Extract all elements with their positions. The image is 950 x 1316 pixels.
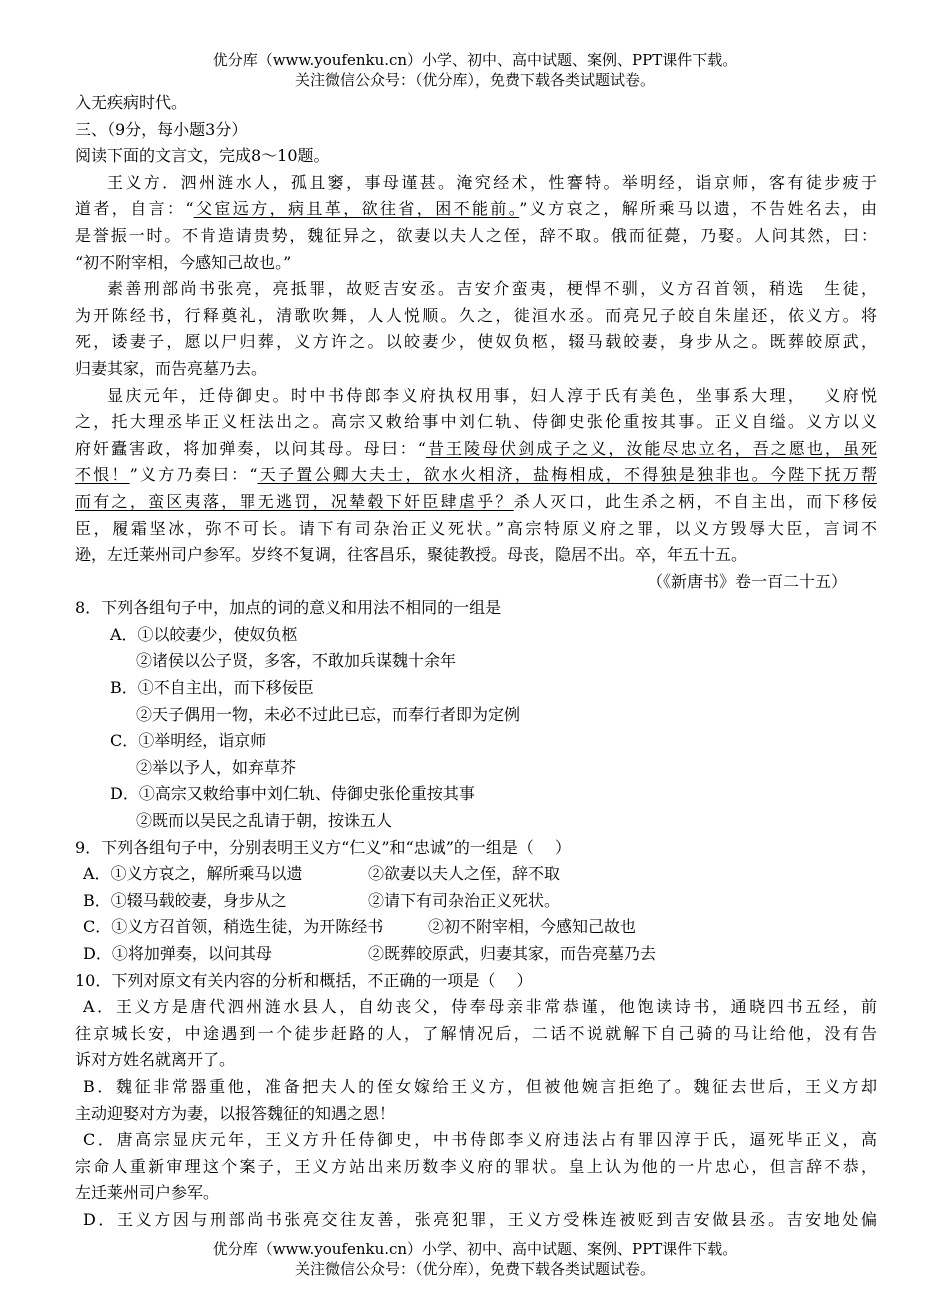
footer-line-1: 优分库（www.youfenku.cn）小学、初中、高中试题、案例、PPT课件下载。: [212, 1240, 738, 1258]
passage-line: 道者，自言：“父宦远方，病且革，欲往省，困不能前。”义方哀之，解所乘马以遗，不告姓名去，由: [75, 199, 877, 219]
passage-line: 为开陈经书，行释奠礼，清歌吹舞，人人悦顺。久之，徙洹水丞。而亮兄子皎自朱崖还，依义方。将: [75, 305, 877, 325]
passage: [75, 170, 877, 596]
option-a-1: A．①以皎妻少，使奴负柩: [110, 624, 298, 644]
question-stem: 9．下列各组句子中，分别表明王义方“仁义”和“忠诚”的一组是（ ）: [75, 837, 571, 857]
option-c: C．①义方召首领，稍选生徒，为开陈经书 ②初不附宰相，今感知己故也: [83, 917, 637, 937]
header-line-2: 关注微信公众号：（优分库），免费下载各类试题试卷。: [294, 71, 655, 89]
source-citation: （《新唐书》卷一百二十五）: [646, 571, 847, 591]
option-c-line: 宗命人重新审理这个案子，王义方站出来历数李义府的罪状。皇上认为他的一片忠心，但言辞不恭，: [75, 1156, 877, 1176]
option-c-2: ②举以予人，如弃草芥: [136, 757, 297, 777]
passage-line: 而有之，蛮区夷落，罪无逃罚，况辇毂下奸臣肆虐乎？杀人灭口，此生杀之柄，不自主出，而下移佞: [75, 491, 877, 511]
footer-line-2: 关注微信公众号：（优分库），免费下载各类试题试卷。: [294, 1260, 655, 1278]
passage-line: 王义方．泗州涟水人，孤且窭，事母谨甚。淹究经术，性謇特。举明经，诣京师，客有徒步疲于: [107, 172, 877, 192]
option-b-2: ②天子偶用一物，未必不过此已忘，而奉行者即为定例: [136, 704, 521, 724]
header-line-1: 优分库（www.youfenku.cn）小学、初中、高中试题、案例、PPT课件下载。: [212, 51, 738, 69]
page-header: [0, 50, 950, 90]
passage-line: “初不附宰相，今感知己故也。”: [75, 252, 292, 272]
question-10: [75, 968, 877, 1234]
question-8: [75, 595, 877, 834]
passage-line: 素善刑部尚书张亮，亮抵罪，故贬吉安丞。吉安介蛮夷，梗悍不驯，义方召首领，稍选 生徒，: [107, 279, 877, 299]
underlined-sentence: 父宦远方，病且革，欲往省，困不能前。: [193, 199, 520, 219]
question-stem: 8．下列各组句子中，加点的词的意义和用法不相同的一组是: [75, 598, 502, 618]
option-d-2: ②既而以吴民之乱请于朝，按诛五人: [136, 811, 393, 831]
section-heading: 三、（9分，每小题3分）: [75, 119, 248, 139]
option-d: D．①将加弹奏，以问其母 ②既葬皎原武，归妻其家，而告亮墓乃去: [83, 944, 657, 963]
option-a-line: A．王义方是唐代泗州涟水县人，自幼丧父，侍奉母亲非常恭谨，他饱读诗书，通晓四书五经，前: [83, 997, 877, 1017]
question-stem: 10．下列对原文有关内容的分析和概括，不正确的一项是（ ）: [75, 970, 533, 990]
passage-line: 是誉振一时。不肯造请贵势，魏征异之，欲妻以夫人之侄，辞不取。俄而征薨，乃娶。人问其然，曰：: [75, 225, 877, 245]
option-b-line: B．魏征非常器重他，准备把夫人的侄女嫁给王义方，但被他婉言拒绝了。魏征去世后，王义方却: [83, 1076, 877, 1096]
option-b-line: 主动迎娶对方为妻，以报答魏征的知遇之恩！: [75, 1103, 396, 1123]
option-b: B．①辍马载皎妻，身步从之 ②请下有司杂治正义死状。: [83, 890, 561, 910]
text-line: 入无疾病时代。: [75, 93, 188, 112]
passage-line: 府奸蠹害政，将加弹奏，以问其母。母曰：“昔王陵母伏剑成子之义，汝能尽忠立名，吾之愿也，虽死: [75, 438, 877, 458]
underlined-sentence: 不恨！: [75, 465, 130, 485]
document-body: [75, 90, 877, 1234]
passage-line: 臣，履霜坚冰，弥不可长。请下有司杂治正义死状。”高宗特原义府之罪，以义方毁辱大臣，言词不: [75, 518, 877, 538]
option-a-line: 诉对方姓名就离开了。: [75, 1050, 236, 1070]
option-d-1: D．①高宗又敕给事中刘仁轨、侍御史张伦重按其事: [110, 784, 475, 804]
option-c-line: 左迁莱州司户参军。: [75, 1183, 220, 1203]
page-footer: [0, 1239, 950, 1279]
question-9: [75, 835, 877, 968]
instruction: 阅读下面的文言文，完成8～10题。: [75, 146, 330, 166]
option-b-1: B．①不自主出，而下移佞臣: [110, 678, 314, 698]
option-a-line: 往京城长安，中途遇到一个徒步赶路的人，了解情况后，二话不说就解下自己骑的马让给他，没有告: [75, 1023, 877, 1043]
underlined-sentence: 而有之，蛮区夷落，罪无逃罚，况辇毂下奸臣肆虐乎？: [75, 491, 514, 511]
passage-line: 显庆元年，迁侍御史。时中书侍郎李义府执权用事，妇人淳于氏有美色，坐事系大理， 义府悦: [107, 385, 877, 405]
option-d-line: D．王义方因与刑部尚书张亮交往友善，张亮犯罪，王义方受株连被贬到吉安做县丞。吉安地处偏: [83, 1209, 877, 1229]
passage-line: 不恨！”义方乃奏曰：“天子置公卿大夫士，欲水火相济，盐梅相成，不得独是独非也。今陛下抚万帮: [75, 465, 877, 485]
option-c-1: C．①举明经，诣京师: [110, 731, 267, 751]
option-a: A．①义方哀之，解所乘马以遗 ②欲妻以夫人之侄，辞不取: [83, 864, 561, 884]
option-c-line: C．唐高宗显庆元年，王义方升任侍御史，中书侍郎李义府违法占有罪囚淳于氏，逼死毕正义，高: [83, 1130, 877, 1150]
underlined-sentence: 天子置公卿大夫士，欲水火相济，盐梅相成，不得独是独非也。今陛下抚万帮: [257, 465, 877, 485]
passage-line: 逊，左迁莱州司户参军。岁终不复调，往客昌乐，聚徒教授。母丧，隐居不出。卒，年五十五。: [75, 545, 748, 565]
passage-line: 死，诿妻子，愿以尸归葬，义方许之。以皎妻少，使奴负柩，辍马载皎妻，身步从之。既葬皎原武，: [75, 332, 877, 352]
underlined-sentence: 昔王陵母伏剑成子之义，汝能尽忠立名，吾之愿也，虽死: [425, 438, 877, 458]
passage-line: 之，托大理丞毕正义枉法出之。高宗又敕给事中刘仁轨、侍御史张伦重按其事。正义自缢。义方以义: [75, 412, 877, 432]
passage-line: 归妻其家，而告亮墓乃去。: [75, 358, 268, 378]
option-a-2: ②诸侯以公子贤，多客，不敢加兵谋魏十余年: [136, 651, 457, 671]
